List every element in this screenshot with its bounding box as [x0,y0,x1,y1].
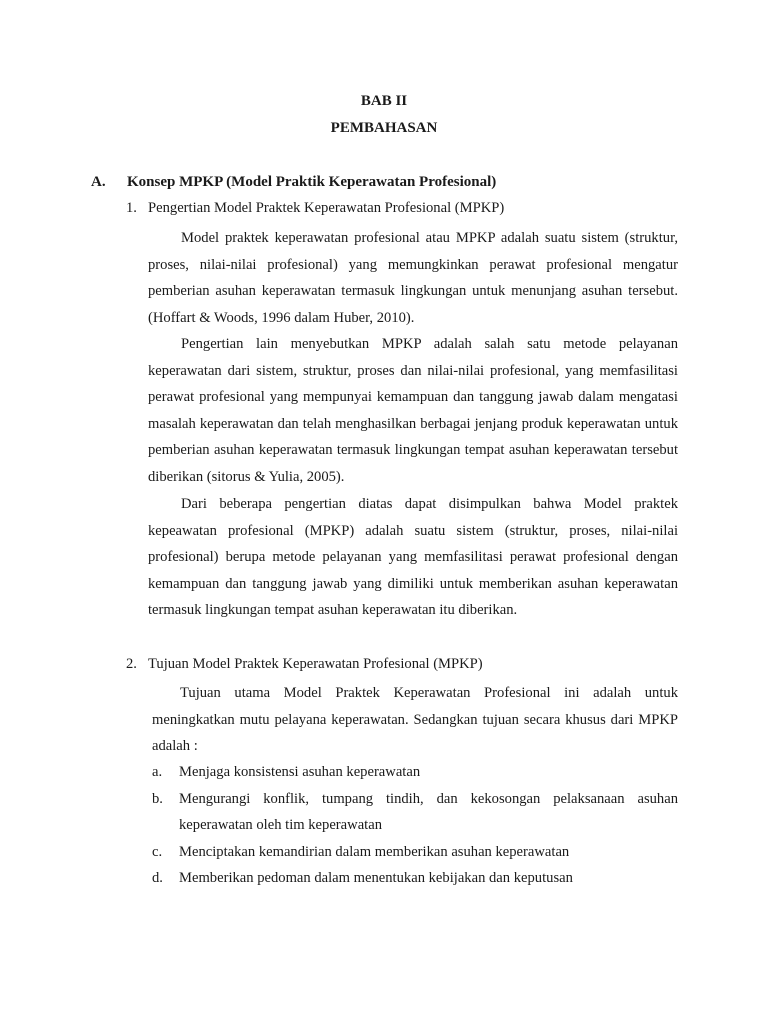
chapter-title: PEMBAHASAN [330,120,438,136]
list-item-text: Menjaga konsistensi asuhan keperawatan [179,764,421,780]
list-marker: b. [152,790,163,807]
list-marker: a. [152,764,163,780]
item-2-heading [126,656,483,673]
item-2-title: Tujuan Model Praktek Keperawatan Profesional (MPKP) [148,656,483,672]
list-item [152,786,678,839]
list-item-text: Memberikan pedoman dalam menentukan kebijakan dan keputusan [179,870,573,887]
paragraph-goals-intro: Tujuan utama Model Praktek Keperawatan Profesional ini adalah untuk meningkatkan mutu pelayana keperawatan. Sedangkan tujuan secara khusus dari MPKP adalah : [152,685,678,755]
paragraph-definition-1: Model praktek keperawatan profesional atau MPKP adalah suatu sistem (struktur, proses, nilai-nilai profesional) yang memungkinkan perawat profesional mengatur pemberian asuhan keperawatan termasuk lingkungan untuk menunjang asuhan tersebut. (Hoffart & Woods, 1996 dalam Huber, 2010). [148,230,678,326]
item-1-heading [126,200,504,217]
list-marker: d. [152,870,163,887]
section-a-heading [91,174,496,191]
list-item [152,865,678,892]
item-1-title: Pengertian Model Praktek Keperawatan Profesional (MPKP) [148,200,505,216]
section-a-letter: A. [91,174,106,190]
paragraph-conclusion: Dari beberapa pengertian diatas dapat disimpulkan bahwa Model praktek kepeawatan profesional (MPKP) adalah suatu sistem (struktur, proses, nilai-nilai profesional) berupa metode pelayanan yang memfasilitasi perawat profesional dengan kemampuan dan tanggung jawab yang dimiliki untuk memberikan asuhan keperawatan termasuk lingkungan tempat asuhan keperawatan itu diberikan. [148,496,678,619]
list-item-text: Mengurangi konflik, tumpang tindih, dan kekosongan pelaksanaan asuhan keperawatan oleh tim keperawatan [179,790,678,834]
paragraph-definition-2: Pengertian lain menyebutkan MPKP adalah salah satu metode pelayanan keperawatan dari sistem, struktur, proses dan nilai-nilai profesional, yang memfasilitasi perawat profesional yang mempunyai kemampuan dan tanggung jawab dalam mengatasi masalah keperawatan dan telah menghasilkan berbagai jenjang produk keperawatan untuk pemberian asuhan keperawatan termasuk lingkungan tempat asuhan keperawatan tersebut diberikan (sitorus & Yulia, 2005). [148,336,678,485]
list-marker: c. [152,843,163,860]
section-a-title: Konsep MPKP (Model Praktik Keperawatan Profesional) [127,174,497,190]
item-2-number: 2. [126,656,137,672]
list-item [152,759,678,786]
list-item [152,839,678,866]
list-item-text: Menciptakan kemandirian dalam memberikan asuhan keperawatan [179,843,570,860]
item-1-number: 1. [126,200,137,216]
chapter-heading: BAB II [360,93,408,109]
goals-list [152,759,678,892]
